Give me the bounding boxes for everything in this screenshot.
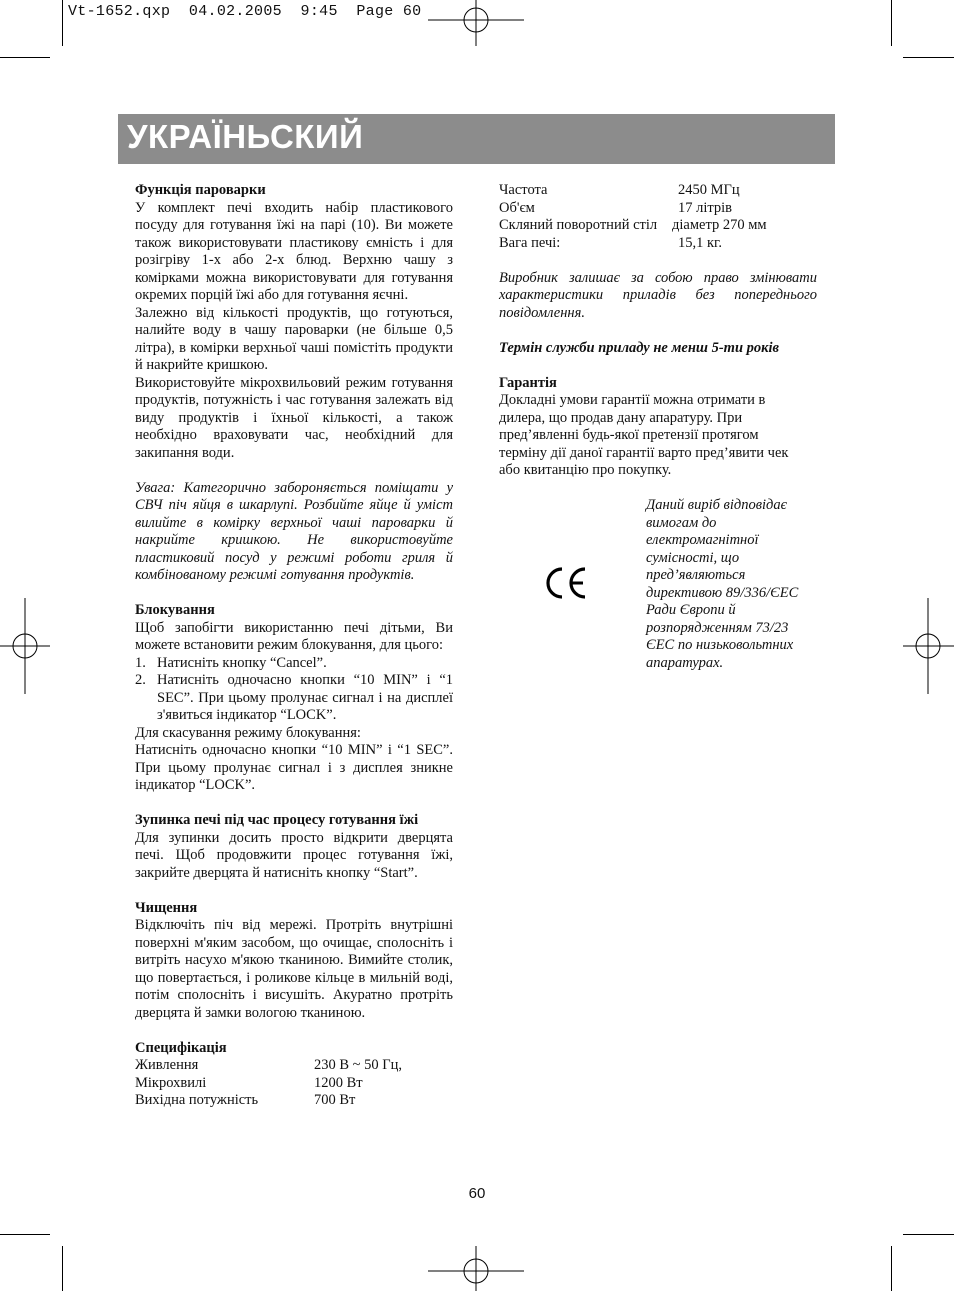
crop-mark (62, 1246, 63, 1291)
spec-row (135, 1057, 453, 1075)
spec-label: Частота (499, 182, 548, 198)
service-life-note: Термін служби приладу не менш 5-ти років (499, 339, 780, 356)
spec-label: Скляний поворотний стіл (499, 217, 658, 233)
ce-line: сумісності, що (646, 549, 740, 566)
page-number: 60 (468, 1185, 486, 1202)
ce-line: Даний виріб відповідає (646, 497, 787, 513)
paragraph: Використовуйте мікрохвильовий режим готування продуктів, потужність і час готування залежать від виду продуктів і їхньої кількості, а також необхідно враховувати час, необхідний для закипання води. (135, 374, 453, 461)
spec-row (499, 235, 817, 253)
crop-mark (903, 1234, 954, 1235)
registration-mark-icon (903, 598, 954, 694)
list-item (135, 672, 453, 725)
paragraph: Щоб запобігти використанню печі дітьми, Ви можете встановити режим блокування, для цього: (135, 619, 453, 653)
section-heading: Специфікація (135, 1039, 227, 1056)
ce-line: ЄЕС по низьковольтних (646, 637, 794, 653)
manufacturer-note: Виробник залишає за собою право змінювати характеристики приладів без попереднього повідомлення. (499, 269, 817, 321)
right-column (499, 182, 817, 480)
ce-line: директивою 89/336/ЄЕС (646, 584, 799, 601)
registration-mark-icon (428, 0, 524, 46)
ce-line: електромагнітної (646, 532, 759, 548)
spec-row (135, 1075, 453, 1093)
spec-value: 17 літрів (678, 199, 733, 216)
registration-mark-icon (0, 598, 50, 694)
paragraph: Для скасування режиму блокування: (135, 724, 361, 741)
spec-value: 230 В ~ 50 Гц, (314, 1057, 403, 1073)
spec-value: 2450 МГц (678, 182, 740, 198)
left-column (135, 182, 453, 1110)
section-heading: Гарантія (499, 374, 557, 391)
section-heading: Функція пароварки (135, 182, 266, 198)
ce-conformity-text (646, 497, 826, 672)
crop-mark (903, 57, 954, 58)
paragraph: Натисніть одночасно кнопки “10 MIN” і “1 SEC”. При цьому пролунає сигнал і з дисплея зникне індикатор “LOCK”. (135, 742, 453, 793)
crop-mark (62, 0, 63, 46)
spec-row (135, 1092, 453, 1110)
ce-line: розпорядженням 73/23 (646, 619, 789, 636)
warranty-line: Докладні умови гарантії можна отримати в (499, 392, 766, 408)
print-header: Vt-1652.qxp 04.02.2005 9:45 Page 60 (68, 3, 422, 20)
list-number: 1. (135, 654, 146, 671)
banner-title: УКРАЇНЬСКИЙ (127, 118, 364, 155)
paragraph: Залежно від кількості продуктів, що готуються, налийте воду в чашу пароварки (не більше 0,5 літра), в комірки верхньої чаші помістіть продукти й накрийте кришкою. (135, 304, 453, 373)
spec-label: Вихідна потужність (135, 1092, 259, 1108)
list-number: 2. (135, 672, 146, 688)
spec-value: 700 Вт (314, 1092, 356, 1108)
crop-mark (0, 57, 50, 58)
crop-mark (891, 1246, 892, 1291)
list-text: Натисніть одночасно кнопки “10 MIN” і “1 SEC”. При цьому пролунає сигнал і на дисплеї з'явиться індикатор “LOCK”. (157, 672, 453, 723)
warranty-line: пред’явленні будь-якої претензії протягом (499, 427, 759, 443)
spec-value: діаметр 270 мм (672, 217, 767, 233)
warning-note: Увага: Категорично забороняється поміщати у СВЧ піч яйця в шкарлупі. Розбийте яйце й уміст вилийте в комірку верхньої чаші пароварки й накрийте кришкою. Не використовуйте пластиковий посуд у режимі роботи гриля й комбінованому режимі готування продуктів. (135, 479, 453, 583)
list-text: Натисніть кнопку “Cancel”. (157, 654, 327, 671)
warranty-line: дилера, що продав дану апаратуру. При (499, 409, 743, 426)
paragraph: У комплект печі входить набір пластикового посуду для готування їжі на парі (10). Ви можете також використовувати пластикову ємність і для розігріву 1-х або 2-х блюд. Верхню чашу з комірками можна використовувати для готування окремих порцій їжі або для готування яєчні. (135, 199, 453, 303)
ce-mark-icon (543, 566, 589, 600)
ce-line: вимогам до (646, 514, 717, 531)
ce-line: пред’являються (646, 567, 746, 583)
paragraph: Відключіть піч від мережі. Протріть внутрішні поверхні м'яким засобом, що очищає, сполосніть і витріть насухо м'якою тканиною. Вимийте столик, що повертається, і роликове кільце в мильній воді, потім сполосніть і висушіть. Акуратно протріть дверцята й замки вологою тканиною. (135, 917, 453, 1021)
spec-row (499, 182, 817, 200)
spec-value: 15,1 кг. (678, 234, 722, 251)
spec-label: Вага печі: (499, 234, 561, 251)
warranty-line: терміну дії даної гарантії варто пред’явити чек (499, 444, 789, 461)
spec-label: Живлення (135, 1057, 199, 1073)
language-banner (118, 114, 835, 164)
spec-label: Мікрохвилі (135, 1074, 207, 1091)
paragraph: Для зупинки досить просто відкрити дверцята печі. Щоб продовжити процес готування їжі, закрийте дверцята й натисніть кнопку “Start”. (135, 829, 453, 881)
registration-mark-icon (428, 1246, 524, 1291)
list-item (135, 655, 453, 673)
section-heading: Зупинка печі під час процесу готування їжі (135, 812, 419, 828)
section-heading: Чищення (135, 899, 198, 916)
spec-row (499, 217, 817, 235)
ce-line: Ради Європи й (646, 602, 736, 618)
ce-line: апаратурах. (646, 654, 724, 671)
crop-mark (0, 1234, 50, 1235)
crop-mark (891, 0, 892, 46)
warranty-line: або квитанцію про покупку. (499, 462, 672, 478)
section-heading: Блокування (135, 602, 215, 618)
spec-row (499, 200, 817, 218)
spec-label: Об'єм (499, 199, 535, 216)
spec-value: 1200 Вт (314, 1074, 363, 1091)
